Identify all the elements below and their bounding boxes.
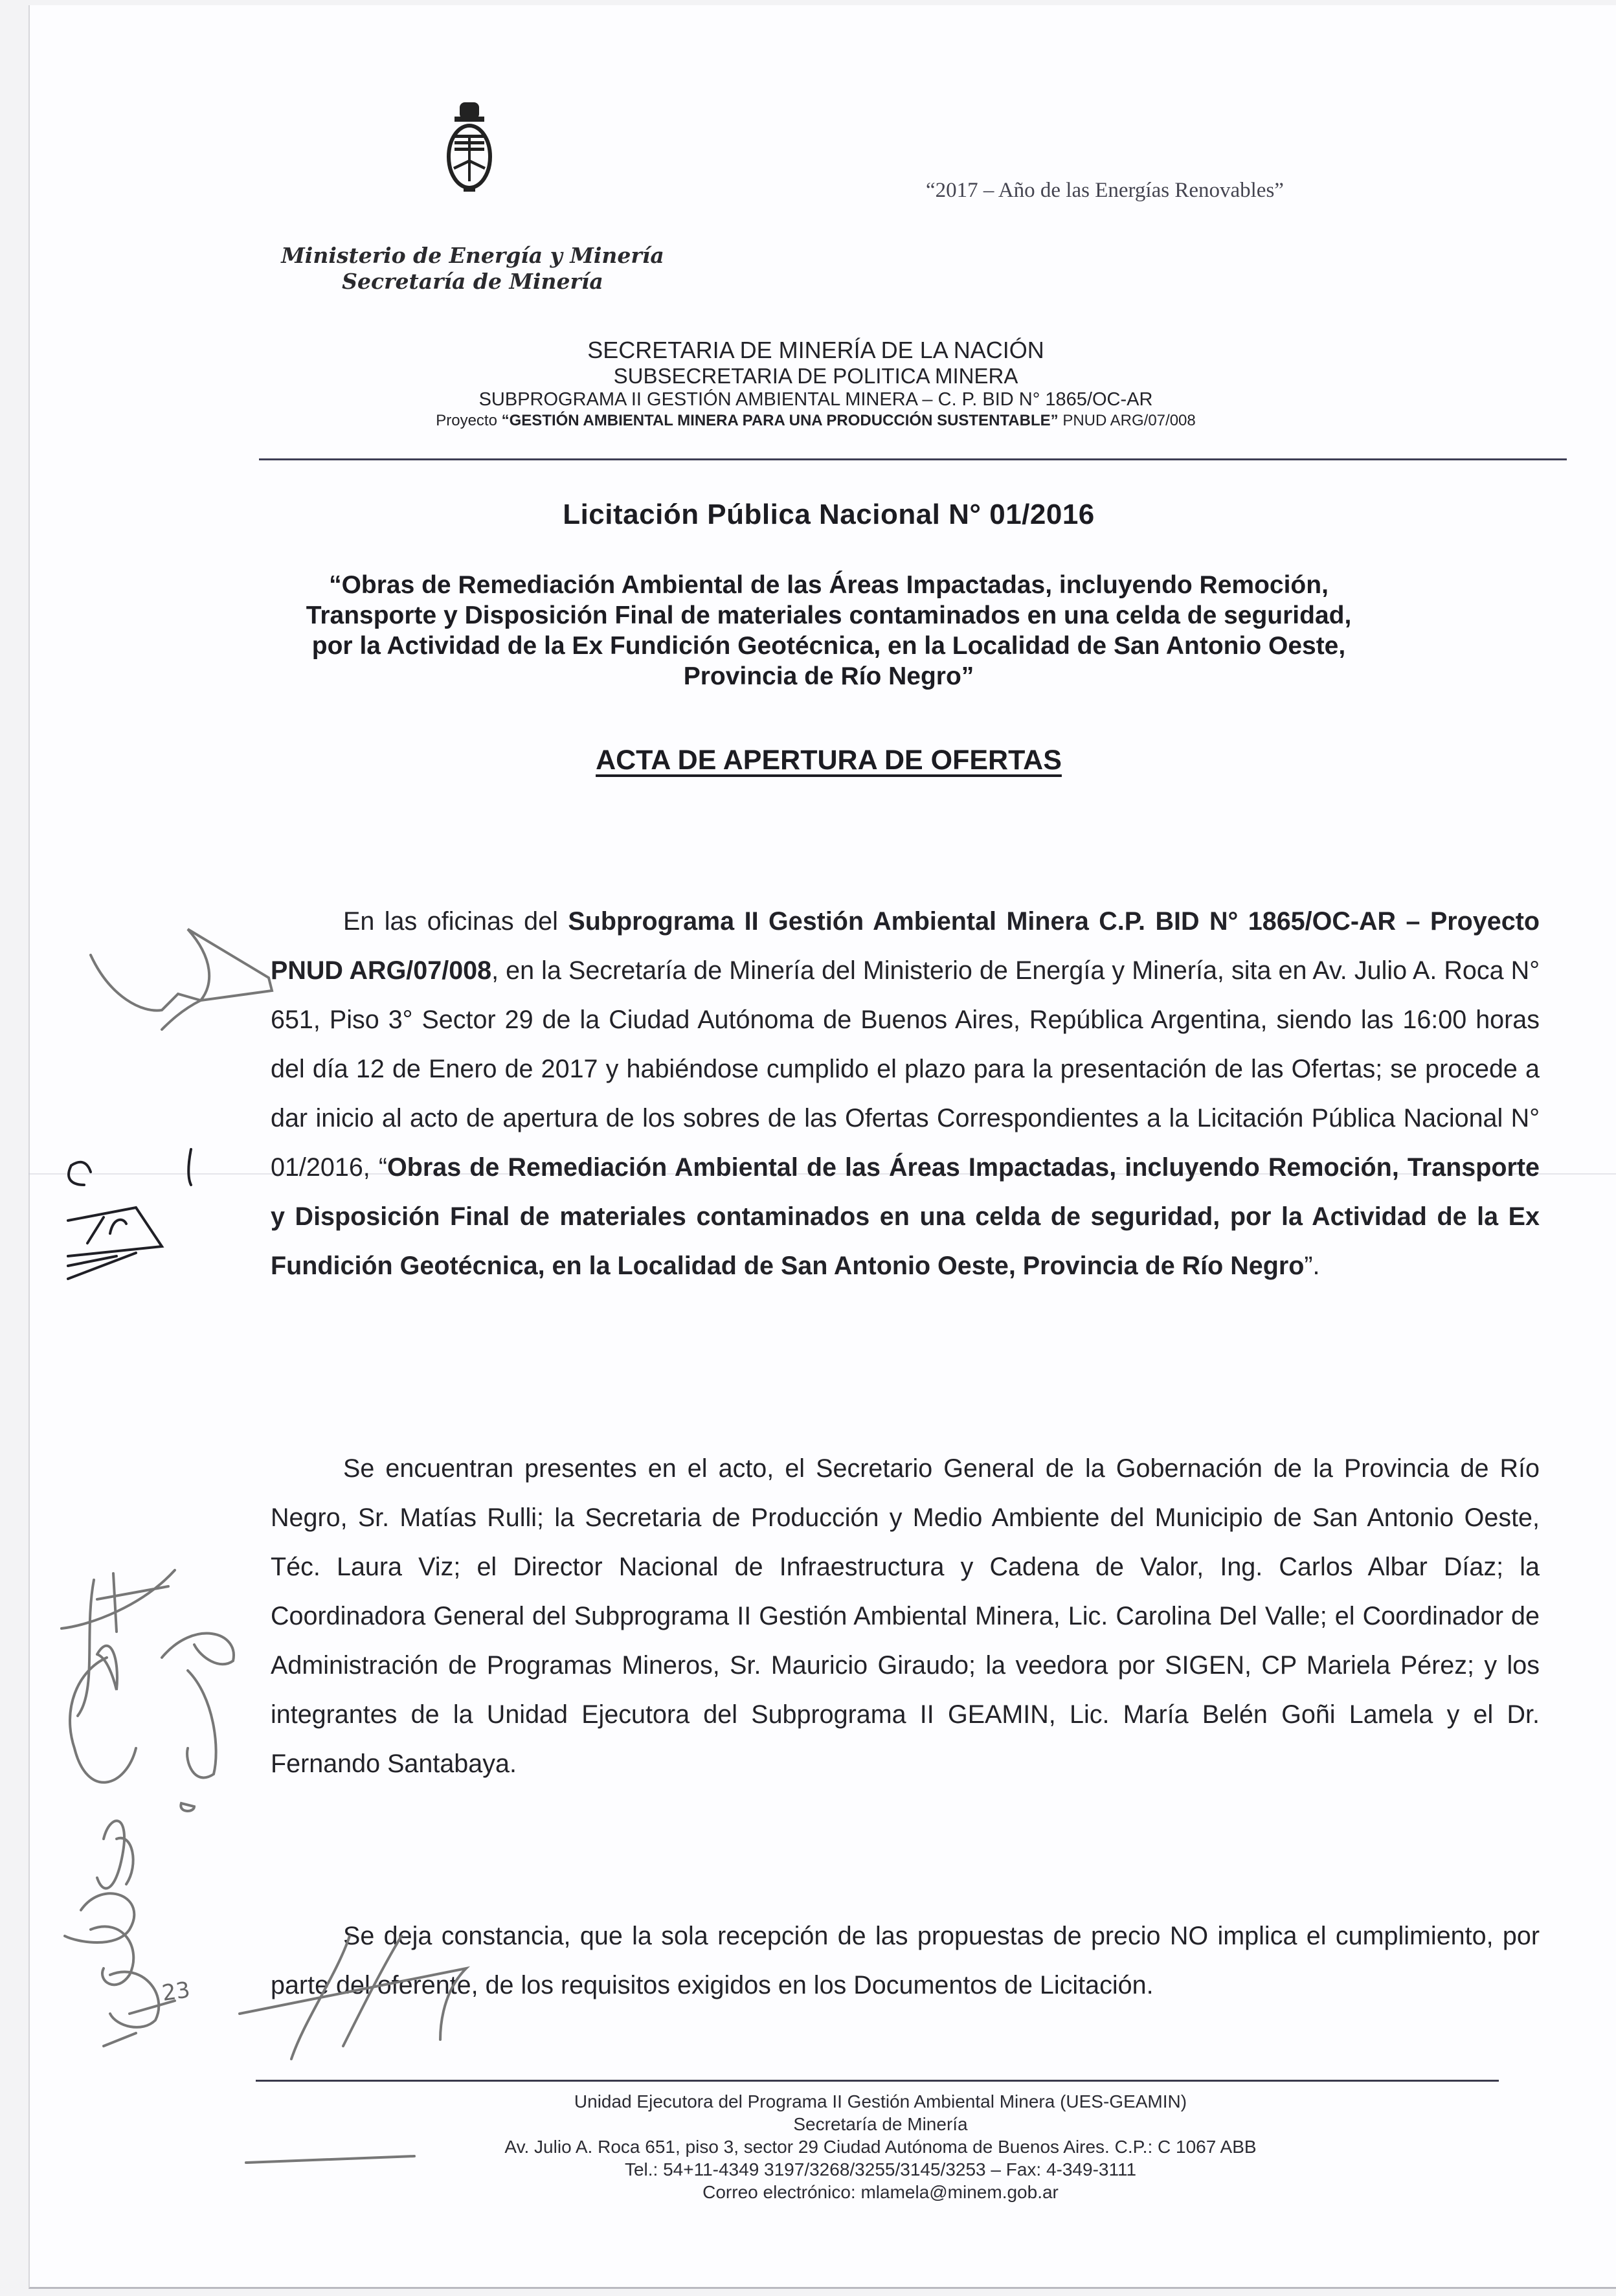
header-project-prefix: Proyecto xyxy=(436,412,497,429)
works-title-line: Provincia de Río Negro” xyxy=(683,662,974,690)
secretariat-line: Secretaría de Minería xyxy=(342,269,603,294)
header-divider xyxy=(259,458,1567,460)
footer-phone: Tel.: 54+11-4349 3197/3268/3255/3145/3253 – Fax: 4-349-3111 xyxy=(624,2159,1137,2179)
works-title-line: por la Actividad de la Ex Fundición Geotécnica, en la Localidad de San Antonio Oeste, xyxy=(311,632,1346,660)
header-project-name: “GESTIÓN AMBIENTAL MINERA PARA UNA PRODUCCIÓN SUSTENTABLE” xyxy=(501,412,1059,429)
paragraph-opening xyxy=(271,897,1540,1290)
coat-of-arms-icon xyxy=(440,97,499,194)
footer-address: Av. Julio A. Roca 651, piso 3, sector 29 Ciudad Autónoma de Buenos Aires. C.P.: C 1067 ABB xyxy=(504,2137,1257,2157)
footer-divider xyxy=(256,2080,1499,2082)
works-title-line: “Obras de Remediación Ambiental de las Áreas Impactadas, incluyendo Remoción, xyxy=(329,571,1329,599)
paragraph-text: En las oficinas del xyxy=(343,907,568,936)
paragraph-text: ”. xyxy=(1304,1252,1320,1280)
year-motto: “2017 – Año de las Energías Renovables” xyxy=(926,179,1284,202)
footer-email: Correo electrónico: mlamela@minem.gob.ar xyxy=(702,2182,1059,2202)
header-project-code: PNUD ARG/07/008 xyxy=(1062,412,1196,429)
handwritten-number: 23 xyxy=(160,1977,192,2007)
header-subprogram: SUBPROGRAMA II GESTIÓN AMBIENTAL MINERA – C. P. BID N° 1865/OC-AR xyxy=(478,389,1153,410)
tender-title: Licitación Pública Nacional N° 01/2016 xyxy=(563,499,1095,530)
paragraph-attendees: Se encuentran presentes en el acto, el Secretario General de la Gobernación de la Provincia de Río Negro, Sr. Matías Rulli; la Secretaria de Producción y Medio Ambiente del Municipio de San Antonio Oeste, Téc. Laura Viz; el Director Nacional de Infraestructura y Cadena de Valor, Ing. Carlos Albar Díaz; la Coordinadora General del Subprograma II Gestión Ambiental Minera, Lic. Carolina Del Valle; el Coordinador de Administración de Programas Mineros, Sr. Mauricio Giraudo; la veedora por SIGEN, CP Mariela Pérez; y los integrantes de la Unidad Ejecutora del Subprograma II GEAMIN, Lic. María Belén Goñi Lamela y el Dr. Fernando Santabaya. xyxy=(271,1454,1540,1778)
document-title-text: ACTA DE APERTURA DE OFERTAS xyxy=(596,745,1062,776)
header-secretariat: SECRETARIA DE MINERÍA DE LA NACIÓN xyxy=(587,337,1044,363)
header-project xyxy=(246,411,1386,431)
works-title-line: Transporte y Disposición Final de materiales contaminados en una celda de seguridad, xyxy=(306,602,1352,629)
paragraph-text: , en la Secretaría de Minería del Ministerio de Energía y Minería, sita en Av. Julio A. Roca N° 651, Piso 3° Sector 29 de la Ciudad Autónoma de Buenos Aires, República Argentina, siendo las 16:00 horas del día 12 de Enero de 2017 y habiéndose cumplido el plazo para la presentación de las Ofertas; se procede a dar inicio al acto de apertura de los sobres de las Ofertas Correspondientes a la Licitación Pública Nacional N° 01/2016, “ xyxy=(271,956,1540,1182)
header-subsecretariat: SUBSECRETARIA DE POLITICA MINERA xyxy=(613,364,1018,388)
paragraph-bold-text: Obras de Remediación Ambiental de las Áreas Impactadas, incluyendo Remoción, Transporte y Disposición Final de materiales contaminados en una celda de seguridad, por la Actividad de la Ex Fundición Geotécnica, en la Localidad de San Antonio Oeste, Provincia de Río Negro xyxy=(271,1153,1540,1280)
document-title xyxy=(259,745,1398,776)
footer-secretariat: Secretaría de Minería xyxy=(793,2114,968,2134)
paragraph-disclaimer: Se deja constancia, que la sola recepción de las propuestas de precio NO implica el cumplimiento, por parte del oferente, de los requisitos exigidos en los Documentos de Licitación. xyxy=(271,1922,1540,1999)
document-footer xyxy=(246,2090,1515,2203)
footer-unit: Unidad Ejecutora del Programa II Gestión Ambiental Minera (UES-GEAMIN) xyxy=(574,2091,1187,2111)
paragraph-bold-text: Subprograma II Gestión Ambiental Minera C.P. BID N° 1865/OC-AR – Proyecto PNUD ARG/07/008 xyxy=(271,907,1540,985)
ministry-name xyxy=(246,243,699,295)
ministry-line: Ministerio de Energía y Minería xyxy=(281,243,664,268)
document-header xyxy=(246,337,1386,431)
works-title xyxy=(259,570,1398,692)
